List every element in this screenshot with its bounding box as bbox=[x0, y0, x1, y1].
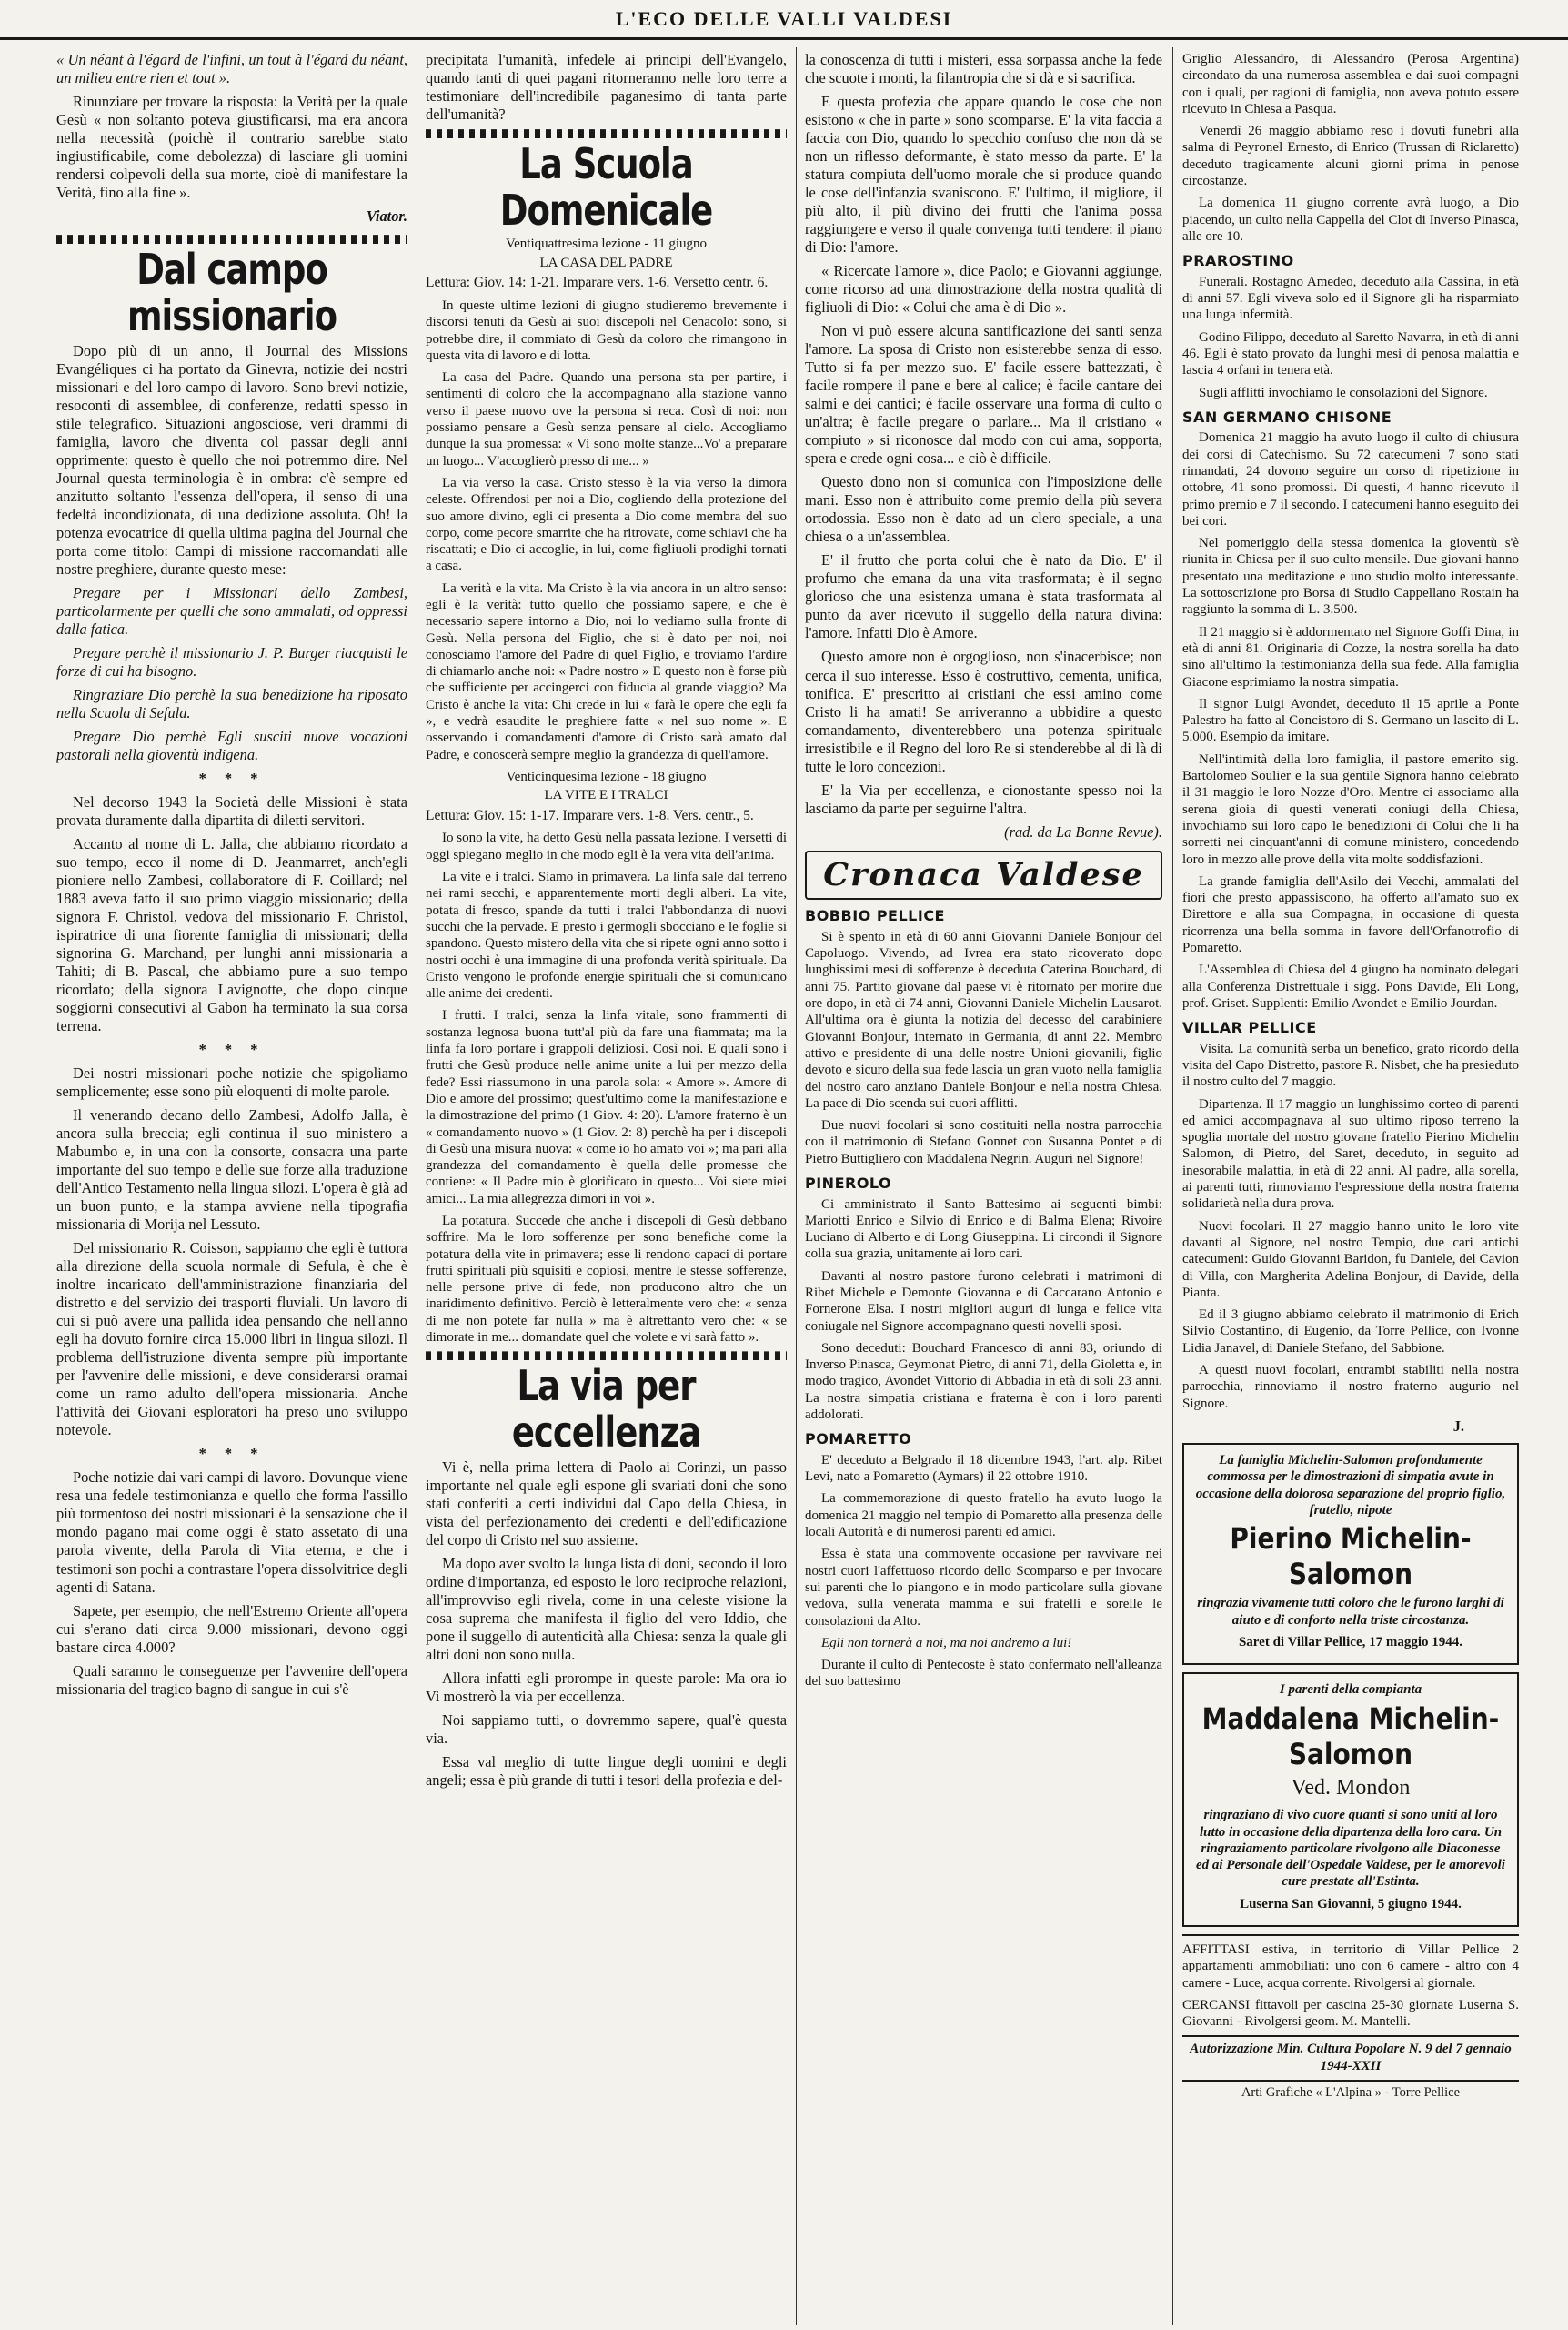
news-paragraph: Venerdì 26 maggio abbiamo reso i dovuti funebri alla salma di Peyronel Ernesto, di Enrico (Trussan di Riclaretto) deceduto tragicamente alcuni giorni prima in penose circostanze. bbox=[1182, 124, 1519, 189]
lesson-date: Venticinquesima lezione - 18 giugno bbox=[506, 769, 707, 784]
news-paragraph: Sugli afflitti invochiamo le consolazioni del Signore. bbox=[1199, 385, 1488, 400]
lesson-reading: Lettura: Giov. 14: 1-21. Imparare vers. 1-6. Versetto centr. 6. bbox=[426, 275, 769, 291]
news-paragraph: Griglio Alessandro, di Alessandro (Perosa Argentina) circondato da una numerosa assemblea e dai suoi compagni con i quali, per ragioni di famiglia, non aveva potuto essere ricevuto in Chiesa a Pasqua. bbox=[1182, 52, 1519, 116]
article-paragraph: Io sono la vite, ha detto Gesù nella passata lezione. I versetti di oggi spiegano meglio in che modo egli è la vera vita dell'anima. bbox=[426, 831, 787, 862]
article-paragraph: E' il frutto che porta colui che è nato da Dio. E' il profumo che emana da una vita trasformata; è il segno glorioso che una esistenza umana è stata trasformata al punto da aver ricevuto il suggello della natura divina: l'amore. Infatti Dio è Amore. bbox=[805, 551, 1162, 642]
ornamental-divider bbox=[56, 235, 407, 244]
notice-text: ringrazia vivamente tutti coloro che le furono larghi di aiuto e di conforto nella triste circostanza. bbox=[1197, 1596, 1504, 1628]
notice-text: La famiglia Michelin-Salomon profondamente commossa per le dimostrazioni di simpatia avute in occasione della dolorosa separazione del proprio figlio, fratello, nipote bbox=[1195, 1452, 1506, 1518]
locality-heading: POMARETTO bbox=[805, 1430, 912, 1448]
classified-ad: CERCANSI fittavoli per cascina 25-30 giornate Luserna S. Giovanni - Rivolgersi geom. M. Mantelli. bbox=[1182, 1997, 1519, 2030]
news-paragraph: Il signor Luigi Avondet, deceduto il 15 aprile a Ponte Palestro ha fatto al Concistoro di S. Germano un lascito di L. 5.000. Esempio da imitare. bbox=[1182, 696, 1519, 745]
article-paragraph: La via verso la casa. Cristo stesso è la via verso la dimora celeste. Offrendosi per noi a Dio, cogliendo della protezione del suo amore divino, egli ci presenta a Dio come membra del suo corpo, come pecore smarrite che ha ritrovate, come schiavi che ha riscattati; e Dio ci accoglie, in lui, come figliuoli prodighi tornati a casa. bbox=[426, 475, 787, 574]
article-paragraph: Del missionario R. Coisson, sappiamo che egli è tuttora alla direzione della scuola normale di Sefula, è che è inoltre incaricato dell'amministrazione finanziaria del distretto e del servizio dei trasporti fluviali. Un lavoro di cui si può avere una pallida idea pensando che nell'anno egli ha dovuto fornire circa 15.000 libri in lingua silozi. Il problema dell'istruzione diventa sempre più importante per l'avvenire delle missioni, e deve considerarsi oramai come un ramo adulto dell'opera missionaria. Anche l'attività dei Giovani esploratori ha preso uno sviluppo notevole. bbox=[56, 1239, 407, 1439]
article-paragraph: Sapete, per esempio, che nell'Estremo Oriente all'opera cui s'erano dati circa 9.000 missionari, devono oggi bastare circa 4.000? bbox=[56, 1601, 407, 1656]
news-paragraph: Ed il 3 giugno abbiamo celebrato il matrimonio di Erich Silvio Costantino, di Eugenio, da Torre Pellice, con Ivonne Lidia Janavel, di Daniele Stefano, del Sabbione. bbox=[1182, 1307, 1519, 1356]
article-paragraph: In queste ultime lezioni di giugno studieremo brevemente i discorsi tenuti da Gesù ai suoi discepoli nel Cenacolo: sono, si potrebbe dire, il commiato di Gesù da coloro che rimangono in questa vita di lavoro e di lotta. bbox=[426, 298, 787, 363]
article-heading: La via per eccellenza bbox=[511, 1361, 701, 1458]
news-paragraph: La grande famiglia dell'Asilo dei Vecchi, ammalati del fiori che presto appassiscono, ha offerto all'amato suo ex Direttore e alla sua Compagna, in occasione di questa ricorrenza una bella somma in favore dell'Orfanotrofio di Pomaretto. bbox=[1182, 873, 1519, 955]
deceased-married-name: Ved. Mondon bbox=[1291, 1775, 1411, 1800]
news-paragraph: Nuovi focolari. Il 27 maggio hanno unito le loro vite davanti al Signore, nel nostro Tempio, due cari antichi catecumeni: Guido Giovanni Baridon, fu Daniele, del Cavion di Villa, con Margherita Adelina Bonjour, di Davide, della Pianta. bbox=[1182, 1218, 1519, 1300]
death-notice-box bbox=[1182, 1672, 1519, 1927]
deceased-name: Maddalena Michelin-Salomon bbox=[1201, 1700, 1500, 1771]
newspaper-title: L'ECO DELLE VALLI VALDESI bbox=[615, 6, 953, 30]
news-paragraph: Davanti al nostro pastore furono celebrati i matrimoni di Ribet Michele e Demonte Giovanna e di Caccarano Antonio e Fornerone Elsa. I nostri migliori auguri di lunga e felice vita coniugale nel Signore accompagnano questi novelli sposi. bbox=[805, 1268, 1162, 1334]
printer-credit: Arti Grafiche « L'Alpina » - Torre Pellice bbox=[1182, 2080, 1519, 2102]
article-paragraph: Pregare perchè il missionario J. P. Burger riacquisti le forze di cui ha bisogno. bbox=[56, 643, 407, 680]
authorization-note: Autorizzazione Min. Cultura Popolare N. 9 del 7 gennaio 1944-XXII bbox=[1182, 2035, 1519, 2074]
article-paragraph: Noi sappiamo tutti, o dovremmo sapere, qual'è questa via. bbox=[426, 1710, 787, 1747]
news-paragraph: La domenica 11 giugno corrente avrà luogo, a Dio piacendo, un culto nella Cappella del Clot di Inverso Pinasca, alle ore 10. bbox=[1182, 196, 1519, 244]
column-1 bbox=[56, 51, 407, 2330]
article-paragraph: Il venerando decano dello Zambesi, Adolfo Jalla, è ancora sulla breccia; egli continua il suo ministero a Mabumbo e, in una con la consorte, consacra una parte importante del suo tempo e delle sue forze alla traduzione dell'Antico Testamento nella lingua silozi. L'opera è già ad un buon punto, e la stampa avviene nella tipografia missionaria di Morija nel Lessuto. bbox=[56, 1106, 407, 1234]
news-paragraph: Nel pomeriggio della stessa domenica la gioventù s'è riunita in Chiesa per il suo culto mensile. Due giovani hanno presentato una meditazione e uno studio molto interessante. La sottoscrizione pro Borsa di Studio Cappellano Rostain ha raggiunto la somma di L. 3.500. bbox=[1182, 536, 1519, 618]
quote: « Un néant à l'égard de l'infini, un tout à l'égard du néant, un milieu entre rien et tout ». bbox=[56, 51, 407, 87]
news-paragraph: Due nuovi focolari si sono costituiti nella nostra parrocchia con il matrimonio di Stefano Gonnet con Susanna Pontet e di Pietro Buttigliero con Maddalena Negrin. Auguri nel Signore! bbox=[805, 1118, 1162, 1166]
news-paragraph: A questi nuovi focolari, entrambi stabiliti nella nostra parrocchia, rinnoviamo il nostro fraterno augurio nel Signore. bbox=[1182, 1363, 1519, 1411]
article-paragraph: Non vi può essere alcuna santificazione dei santi senza l'amore. La sposa di Cristo non esisterebbe senza di esso. Tutto si fa per mezzo suo. E' facile essere battezzati, è facile rompere il pane e bere al calice; è facile cantare dei salmi e dei cantici; è facile osservare una forma di culto o un'altra; è facile pregare o parlare... Ma il cristiano « compiuto » si riconosce dal modo con cui ama, sopporta, spera e crede ogni cosa... e ciò è difficile. bbox=[805, 322, 1162, 468]
news-paragraph: Nell'intimità della loro famiglia, il pastore emerito sig. Bartolomeo Soulier e la sua gentile Signora hanno celebrato il 31 maggio le loro Nozze d'Oro. Mentre ci associamo alla serena gioia di questi venerati coniugi della Chiesa, invochiamo sui loro capo le benedizioni di Colui che li ha sorretti nei cinquant'anni di comune ministero, concedendo loro in mezzo alle prove della vita molte soddisfazioni. bbox=[1182, 751, 1519, 867]
news-paragraph: Funerali. Rostagno Amedeo, deceduto alla Cassina, in età di anni 57. Egli viveva solo ed il Signore gli ha risparmiato una lunga infermità. bbox=[1182, 274, 1519, 323]
notice-text: I parenti della compianta bbox=[1279, 1682, 1422, 1698]
notice-place-date: Luserna San Giovanni, 5 giugno 1944. bbox=[1240, 1896, 1462, 1911]
article-heading: Dal campo missionario bbox=[126, 245, 337, 341]
lesson-date: Ventiquattresima lezione - 11 giugno bbox=[505, 237, 708, 252]
article-paragraph: La casa del Padre. Quando una persona sta per partire, i sentimenti di coloro che la accompagnano alla stazione vanno verso il paese nuovo ove la persona si reca. Così di noi: non possiamo pensare a Gesù senza pensare al cielo. Accogliamo dunque la sua promessa: « Vi sono molte stanze...Vo' a preparare un luogo... V'accoglierò presso di me... » bbox=[426, 370, 787, 469]
deceased-name: Pierino Michelin-Salomon bbox=[1230, 1521, 1472, 1592]
article-paragraph: E questa profezia che appare quando le cose che non esistono « che in parte » sono scomparse. E' la vita faccia a faccia con Dio, quando lo specchio confuso che non dà se non un riflesso deformante, è stato messo da parte. E' la statura compiuta dell'uomo morale che si produce quando le cose dell'infanzia svaniscono. E' l'ultimo, il migliore, il più alto, il più divino dei frutti che l'anima possa raggiungere e verso il quale convenga tutti tendere: il piano di Dio: l'amore. bbox=[805, 93, 1162, 257]
article-paragraph: Vi è, nella prima lettera di Paolo ai Corinzi, un passo importante nel quale egli espone gli svariati doni che sono stati conferiti a certi individui dal Capo della Chiesa, in vista del perfezionamento dei credenti e dell'edificazione del corpo di Cristo nel suo assieme. bbox=[426, 1458, 787, 1548]
lesson-title: LA CASA DEL PADRE bbox=[539, 255, 673, 270]
classified-ads bbox=[1182, 1934, 1519, 2030]
ornamental-divider bbox=[426, 1351, 787, 1360]
article-paragraph: Dei nostri missionari poche notizie che spigoliamo semplicemente; esse sono più eloquenti di molte parole. bbox=[56, 1064, 407, 1101]
news-paragraph: Godino Filippo, deceduto al Saretto Navarra, in età di anni 46. Egli è stato provato da lunghi mesi di penosa malattia e lascia 4 orfani in tenera età. bbox=[1182, 329, 1519, 378]
news-paragraph: Ci amministrato il Santo Battesimo ai seguenti bimbi: Mariotti Enrico e Silvio di Enrico e di Balma Elena; Rivoire Luciano di Alberto e di Long Giuseppina. Li circondi il Signore colla sua grazia, unitamente ai loro cari. bbox=[805, 1196, 1162, 1262]
news-paragraph: Il 21 maggio si è addormentato nel Signore Goffi Dina, in età di anni 81. Originaria di Cozze, la nostra sorella ha dato sino all'ultimo la testimonianza della sua fede. Alla famiglia Giacone esprimiamo la nostra simpatia. bbox=[1182, 624, 1519, 690]
article-paragraph: Dopo più di un anno, il Journal des Missions Evangéliques ci ha portato da Ginevra, notizie dei nostri missionari e del loro campo di lavoro. Sono brevi notizie, resoconti di assemblee, di conferenze, redatti spesso in stile telegrafico. Situazioni angosciose, veri drammi di famiglia, lavoro che diventa col passar degli anni opprimente: questo è quello che noi potremmo dire. Nel Journal questa terminologia è in ombra: c'è sempre ed anzitutto soltanto l'essenza dell'opera, il senso di una fedeltà incondizionata, di una dedizione assoluta. Oh! la potenza evocatrice di quella ultima pagina del Journal che porta come titolo: Campi di missione raccomandati alle nostre preghiere, durante questo mese: bbox=[56, 341, 407, 578]
column-4 bbox=[1182, 51, 1519, 2330]
lesson-reading: Lettura: Giov. 15: 1-17. Imparare vers. 1-8. Vers. centr., 5. bbox=[426, 807, 754, 823]
section-heading: Cronaca Valdese bbox=[805, 851, 1162, 901]
article-heading: La Scuola Domenicale bbox=[499, 139, 713, 235]
locality-heading: BOBBIO PELLICE bbox=[805, 907, 945, 925]
notice-text: ringraziano di vivo cuore quanti si sono uniti al loro lutto in occasione della dipartenza della loro cara. Un ringraziamento particolare rivolgono alle Diaconesse ed ai Personale dell'Ospedale Valdese, per le amorevoli cure prestate all'Estinta. bbox=[1196, 1808, 1505, 1890]
article-paragraph: I frutti. I tralci, senza la linfa vitale, sono frammenti di sostanza legnosa buona tutt'al più da fare una fiammata; ma la linfa fa loro portare i grappoli deliziosi. Così noi. E quali sono i frutti che Gesù produce nelle anime unite a lui per mezzo della fede? Essi riassumono in una parola sola: « Amore ». Amore di Dio e amore del prossimo; quest'ultimo come la manifestazione e la dimostrazione del primo (1 Giov. 4: 20). L'amore fraterno è un « comandamento nuovo » (1 Giov. 2: 8) perchè ha per i discepoli di Gesù una misura nuova: « come io ho amato voi »; ma pari alla grandezza del comandamento è quella delle promesse che contiene: « Il Padre mio è glorificato in questo... Voi siete miei amici... La mia allegrezza dimori in voi ». bbox=[426, 1008, 787, 1206]
news-paragraph: Visita. La comunità serba un benefico, grato ricordo della visita del Capo Distretto, pastore R. Nisbet, che ha presieduto il nostro culto del 7 maggio. bbox=[1182, 1041, 1519, 1090]
locality-heading: PRAROSTINO bbox=[1182, 252, 1294, 270]
locality-heading: PINEROLO bbox=[805, 1175, 892, 1192]
article-paragraph: Ma dopo aver svolto la lunga lista di doni, secondo il loro ordine d'importanza, ed esposto le loro reciproche relazioni, all'improvviso egli rivela, come in una celeste visione la cosa suprema che manifesta il figlio del vero Iddio, che pone il suggello di autenticità alla Chiesa: senza la quale gli altri doni non sono nulla. bbox=[426, 1554, 787, 1663]
news-paragraph: Sono deceduti: Bouchard Francesco di anni 83, oriundo di Inverso Pinasca, Geymonat Pietro, di anni 71, della Gioletta e, in modo tragico, Avondet Vittorio di Abbadia in età di soli 23 anni. La nostra simpatia cristiana e fraterna è con i loro parenti addolorati. bbox=[805, 1340, 1162, 1423]
classified-ad: AFFITTASI estiva, in territorio di Villar Pellice 2 appartamenti ammobiliati: uno con 6 camere - altro con 4 camere - Luce, acqua corrente. Rivolgersi al giornale. bbox=[1182, 1942, 1519, 1991]
article-paragraph: Nel decorso 1943 la Società delle Missioni è stata provata duramente dalla dipartita di diletti servitori. bbox=[56, 792, 407, 829]
locality-heading: SAN GERMANO CHISONE bbox=[1182, 408, 1392, 426]
article-paragraph: Ringraziare Dio perchè la sua benedizione ha riposato nella Scuola di Sefula. bbox=[56, 685, 407, 721]
signature: Viator. bbox=[366, 207, 407, 226]
notice-place-date: Saret di Villar Pellice, 17 maggio 1944. bbox=[1238, 1635, 1463, 1650]
lesson-title: LA VITE E I TRALCI bbox=[544, 788, 668, 803]
news-paragraph: Domenica 21 maggio ha avuto luogo il culto di chiusura dei corsi di Catechismo. Su 72 catecumeni 7 sono stati rimandati, 24 dovono seguire un corso di ripetizione in ottobre, 41 sono promossi. Di questi, 4 hanno ricevuto il primo premio e 7 il secondo. I catecumeni hanno eseguito dei bei cori. bbox=[1182, 430, 1519, 529]
article-paragraph: Allora infatti egli prorompe in queste parole: Ma ora io Vi mostrerò la via per eccellenza. bbox=[426, 1669, 787, 1705]
news-paragraph: L'Assemblea di Chiesa del 4 giugno ha nominato delegati alla Conferenza Distrettuale i sigg. Pons Davide, Eli Long, prof. Griset. Supplenti: Emilio Avondet e Emilio Jourdan. bbox=[1182, 963, 1519, 1011]
article-paragraph: Quali saranno le conseguenze per l'avvenire dell'opera missionaria del tragico bagno di sangue in cui s'è bbox=[56, 1661, 407, 1698]
news-paragraph: La commemorazione di questo fratello ha avuto luogo la domenica 21 maggio nel tempio di Pomaretto alla presenza delle locali Autorità e di numerosi parenti ed amici. bbox=[805, 1491, 1162, 1540]
news-paragraph: Dipartenza. Il 17 maggio un lunghissimo corteo di parenti ed amici accompagnava al suo ultimo riposo terreno la spoglia mortale del nostro giovane fratello Pierino Michelin Salomon, di Pietro, del Saret, deceduto, in seguito ad inesorabile malattia, in età di 22 anni. Al padre, alla sorella, ai parenti tutti, rinnoviamo l'espressione della nostra fraterna solidarietà nella dura prova. bbox=[1182, 1096, 1519, 1212]
source-note: (rad. da La Bonne Revue). bbox=[1004, 822, 1162, 841]
article-paragraph: Accanto al nome di L. Jalla, che abbiamo ricordato a suo tempo, ecco il nome di D. Jeanmarret, anch'egli pioniere nello Zambesi, collaboratore di F. Coillard; nel 1883 aveva fatto il suo primo viaggio missionario; della signora F. Christol, vedova del missionario F. Christol, ispiratrice di una fiorente famiglia di missionari; della signorina G. Marchand, per lunghi anni missionaria a Tahiti; di B. Pascal, che abbiamo pure a suo tempo ricordato; della signora Lavignotte, che dopo cinque soggiorni consecutivi al Gabon ha terminato la sua corsa terrena. bbox=[56, 834, 407, 1035]
article-paragraph: Poche notizie dai vari campi di lavoro. Dovunque viene resa una fedele testimonianza e quello che forma l'assillo più tormentoso dei nostri missionari è la sensazione che il mondo pagano mai come oggi è stato assetato di una parola vivente, della Parola di Vita eterna, e che i testimoni son pochi a contrastare l'opera dissolvitrice degli agenti di Satana. bbox=[56, 1468, 407, 1596]
article-paragraph: Rinunziare per trovare la risposta: la Verità per la quale Gesù « non soltanto poteva giustificarsi, ma era ancora nella necessità (poichè il contrario sarebbe stato ingiustificabile, come debolezza) di lasciare gli uomini rendersi colpevoli della sua morte, cioè di manifestare la Verità, fino alla fine ». bbox=[56, 93, 407, 202]
article-paragraph: Questo dono non si comunica con l'imposizione delle mani. Esso non è attribuito come premio della più severa ortodossia. Esso non è dato ad un clero speciale, a una chiesa o a un'assemblea. bbox=[805, 473, 1162, 546]
news-paragraph: Durante il culto di Pentecoste è stato confermato nell'alleanza del suo battesimo bbox=[805, 1658, 1162, 1690]
column-divider bbox=[1172, 47, 1173, 2325]
article-paragraph: « Ricercate l'amore », dice Paolo; e Giovanni aggiunge, come ricorso ad una dimostrazione della nostra qualità di figliuoli di Dio: « Colui che ama è di Dio ». bbox=[805, 262, 1162, 317]
article-paragraph: precipitata l'umanità, infedele ai principi dell'Evangelo, quando tanti di quei pagani ritorneranno nelle loro terre a testimoniare dell'incredibile paganesimo di tanta parte dell'umanità? bbox=[426, 51, 787, 124]
section-separator: * * * bbox=[198, 1041, 266, 1059]
column-2 bbox=[426, 51, 787, 2330]
article-paragraph: Pregare Dio perchè Egli susciti nuove vocazioni pastorali nella gioventù indigena. bbox=[56, 727, 407, 763]
column-divider bbox=[796, 47, 797, 2325]
article-paragraph: Pregare per i Missionari dello Zambesi, particolarmente per quelli che sono ammalati, od oppressi dalla fatica. bbox=[56, 583, 407, 638]
news-paragraph: Egli non tornerà a noi, ma noi andremo a lui! bbox=[821, 1635, 1072, 1650]
news-paragraph: E' deceduto a Belgrado il 18 dicembre 1943, l'art. alp. Ribet Levi, nato a Pomaretto (Aymars) il 22 ottobre 1910. bbox=[805, 1452, 1162, 1485]
masthead bbox=[0, 0, 1568, 40]
article-paragraph: Essa val meglio di tutte lingue degli uomini e degli angeli; essa è più grande di tutti i tesori della profezia e del- bbox=[426, 1752, 787, 1789]
article-paragraph: la conoscenza di tutti i misteri, essa sorpassa anche la fede che scuote i monti, la filantropia che si dà e si sacrifica. bbox=[805, 51, 1162, 87]
article-paragraph: Questo amore non è orgoglioso, non s'inacerbisce; non cerca il suo interesse. Esso è costruttivo, cementa, unifica, tonifica. E' prescritto ai cristiani che essi amino come Cristo li ha amati! Se arriveranno a ubbidire a questo comandamento, diventerebbero una potenza spirituale irresistibile e il Regno del loro Re si stenderebbe al di là di tutte le loro concezioni. bbox=[805, 648, 1162, 775]
article-paragraph: E' la Via per eccellenza, e cionostante spesso noi la lasciamo da parte per seguirne l'altra. bbox=[805, 781, 1162, 817]
ornamental-divider bbox=[426, 129, 787, 138]
column-3 bbox=[805, 51, 1162, 2330]
news-paragraph: Si è spento in età di 60 anni Giovanni Daniele Bonjour del Capoluogo. Vivendo, ad Ivrea era stato ricoverato dopo lunghissimi mesi di sofferenze è deceduta Caterina Bouchard, di anni 75. Partito giovane dal paese vi è ritornato per morire due ore dopo, in età di 74 anni, Giovanni Daniele Michelin Lausarot. All'ultima ora è giunta la notizia del decesso del carabiniere Giovanni Bonjour, internato in Germania, di anni 22. Membro attivo e presidente di una delle nostre Unioni giovanili, figlio devoto e sicuro della sua fede lascia un gran vuoto nella famiglia del nostro caro anziano Daniele Bonjour e nella nostra Chiesa. La pace di Dio scenda sui cuori afflitti. bbox=[805, 929, 1162, 1111]
article-paragraph: La verità e la vita. Ma Cristo è la via ancora in un altro senso: egli è la verità: tutto quello che possiamo sapere, e che è necessario sapere intorno a Dio, noi lo vediamo sulla fronte di Gesù. Nella persona del Figlio, che si è dato per noi, noi conosciamo l'amore del Padre di quel Figlio, e troviamo l'ardire di chiamarlo anche noi: « Padre nostro » E questo non è forse più che sufficiente per accingerci con fiducia al grande viaggio? Ma Cristo è anche la vita: Chi crede in lui « farà le opere che egli fa », e vedrà esaudite le preghiere fatte « nel suo nome ». E osservando i comandamenti d'amore di Cristo sarà amato dal Padre, e conoscerà sempre meglio la grandezza di quell'amore. bbox=[426, 580, 787, 762]
article-paragraph: La potatura. Succede che anche i discepoli di Gesù debbano soffrire. Ma le loro sofferenze per sono benefiche come la potatura della vite in primavera; esse li rendono capaci di portare frutti spirituali più squisiti e copiosi, mentre le stesse sofferenze, nelle persone prive di fede, non producono altro che un inaridimento definitivo. Perciò è letteralmente vero che: « senza di me non potete far nulla » ma è altrettanto vero che: « se dimorate in me... domandate quel che volete e vi sarà fatto ». bbox=[426, 1213, 787, 1346]
article-paragraph: La vite e i tralci. Siamo in primavera. La linfa sale dal terreno nei rami secchi, e apparentemente morti degli alberi. La vite, potata di fresco, spande da tutti i tralci l'abbondanza di nuovi succhi che la pervade. E presto i germogli sbocciano e le foglie si spandono. Questo mistero della vita che si ripete ogni anno sotto i nostri occhi è una immagine di una profonda verità spirituale. Da Cristo vengono le profonde energie spirituali che si comunicano alle anime dei credenti. bbox=[426, 870, 787, 1002]
locality-heading: VILLAR PELLICE bbox=[1182, 1019, 1317, 1037]
news-paragraph: Essa è stata una commovente occasione per ravvivare nei nostri cuori l'affettuoso ricordo dello Scomparso e per invocare sui parenti che lo piangono e in modo particolare sulla giovane vedova, sulla venerata mamma e sui fratelli e sorelle le consolazioni da Alto. bbox=[805, 1547, 1162, 1629]
death-notice-box bbox=[1182, 1443, 1519, 1665]
section-separator: * * * bbox=[198, 769, 266, 787]
author-initial: J. bbox=[1452, 1417, 1464, 1435]
section-separator: * * * bbox=[198, 1445, 266, 1463]
